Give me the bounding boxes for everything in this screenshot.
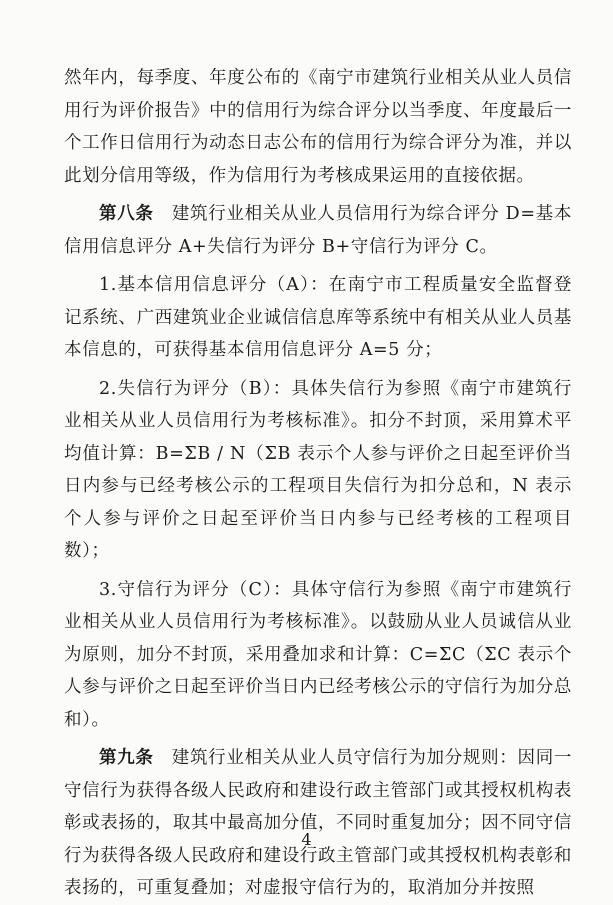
article-8-paragraph	[64, 198, 572, 263]
item-1-basic-credit-score: 1.基本信用信息评分（A）：在南宁市工程质量安全监督登记系统、广西建筑业企业诚信信息库等系统中有相关从业人员基本信息的，可获得基本信用信息评分 A=5 分；	[64, 275, 572, 360]
body-text	[64, 62, 572, 905]
article-9-text: 建筑行业相关从业人员守信行为加分规则：因同一守信行为获得各级人民政府和建设行政主管部门或其授权机构表彰或表扬的，取其中最高加分值，不同时重复加分；因不同守信行为获得各级人民政府和建设行政主管部门或其授权机构表彰和表扬的，可重复叠加；对虚报守信行为的，取消加分并按照	[64, 748, 572, 898]
article-8-text: 建筑行业相关从业人员信用行为综合评分 D=基本信用信息评分 A+失信行为评分 B+守信行为评分 C。	[64, 204, 572, 257]
article-8-heading: 第八条	[99, 204, 154, 224]
article-9-heading: 第九条	[99, 748, 154, 768]
article-9-paragraph	[64, 742, 572, 905]
page-number: 4	[301, 830, 312, 849]
item-2-dishonesty-score: 2.失信行为评分（B）：具体失信行为参照《南宁市建筑行业相关从业人员信用行为考核标准》。扣分不封顶，采用算术平均值计算：B=ΣB / N（ΣB 表示个人参与评价之日起至评价当日内参与已经考核公示的工程项目失信行为扣分总和，N 表示个人参与评价之日起至评价当日内参与已经考核的工程项目数）；	[64, 378, 572, 561]
paragraph-continuation: 然年内，每季度、年度公布的《南宁市建筑行业相关从业人员信用行为评价报告》中的信用行为综合评分以当季度、年度最后一个工作日信用行为动态日志公布的信用行为综合评分为准，并以此划分信用等级，作为信用行为考核成果运用的直接依据。	[64, 68, 572, 186]
item-3-trustworthiness-score: 3.守信行为评分（C）：具体守信行为参照《南宁市建筑行业相关从业人员信用行为考核标准》。以鼓励从业人员诚信从业为原则，加分不封顶，采用叠加求和计算：C=ΣC（ΣC 表示个人参与评价之日起至评价当日内已经考核公示的守信行为加分总和）。	[64, 579, 572, 730]
